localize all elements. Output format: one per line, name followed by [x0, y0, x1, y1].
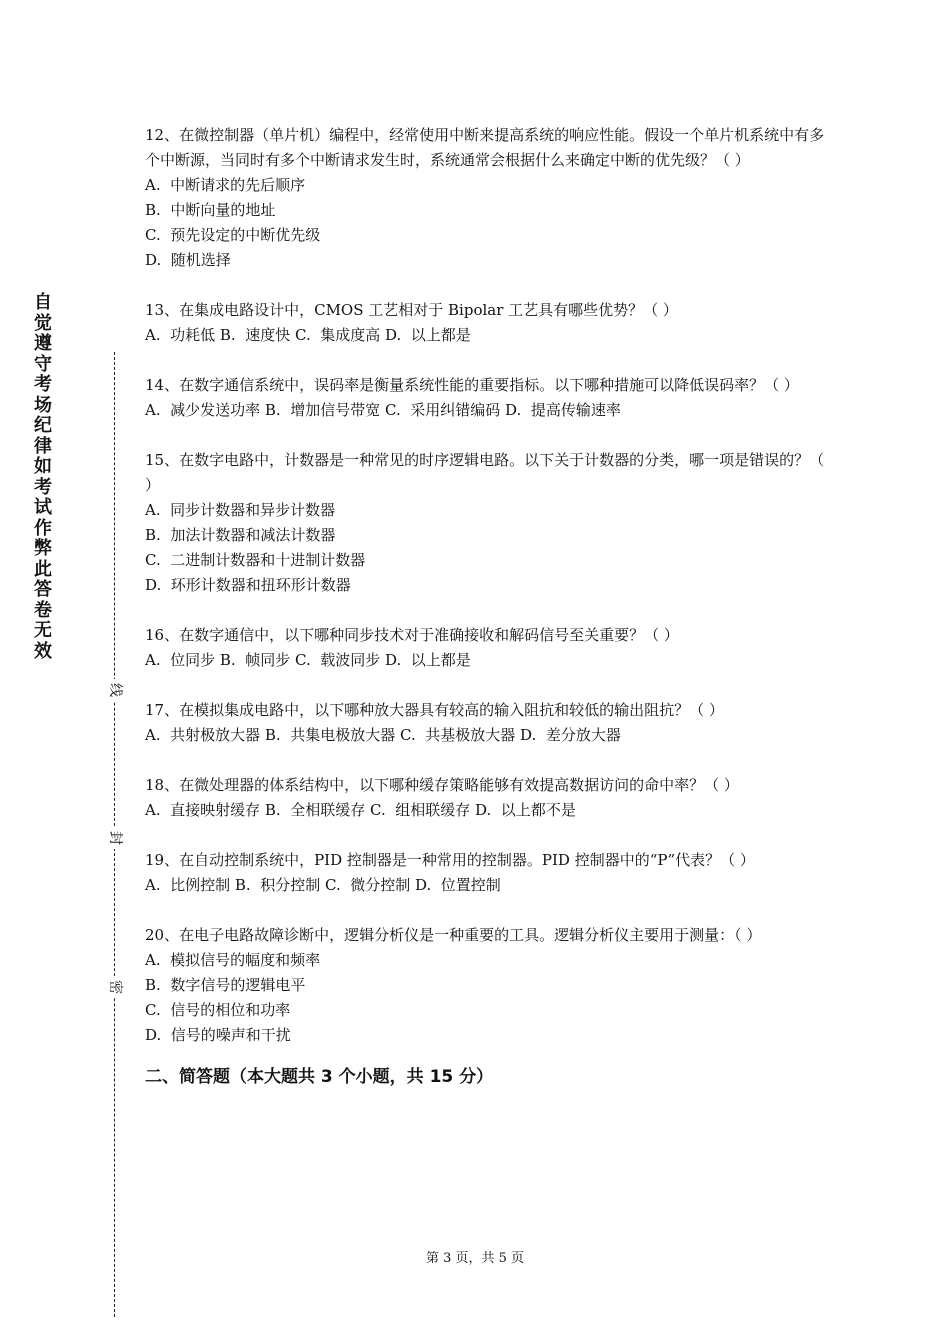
options-line: A. 共射极放大器 B. 共集电极放大器 C. 共基极放大器 D. 差分放大器 [145, 726, 621, 744]
options-line: A. 减少发送功率 B. 增加信号带宽 C. 采用纠错编码 D. 提高传输速率 [145, 401, 621, 419]
question-stem: 15、在数字电路中，计数器是一种常见的时序逻辑电路。以下关于计数器的分类，哪一项是错误的？（ ） [145, 451, 825, 494]
options-line: A. 功耗低 B. 速度快 C. 集成度高 D. 以上都是 [145, 326, 471, 344]
question-stem: 20、在电子电路故障诊断中，逻辑分析仪是一种重要的工具。逻辑分析仪主要用于测量：（ ） [145, 926, 762, 944]
side-warning: 自觉遵守考场纪律如考试作弊此答卷无效 [34, 292, 52, 662]
option-d: D. 环形计数器和扭环形计数器 [145, 576, 351, 594]
question-stem: 18、在微处理器的体系结构中，以下哪种缓存策略能够有效提高数据访问的命中率？（ ） [145, 776, 739, 794]
option-b: B. 数字信号的逻辑电平 [145, 976, 306, 994]
question-12 [145, 123, 825, 273]
question-18 [145, 773, 825, 823]
question-17 [145, 698, 825, 748]
question-list [145, 123, 825, 1091]
option-b: B. 中断向量的地址 [145, 201, 276, 219]
option-a: A. 模拟信号的幅度和频率 [145, 951, 321, 969]
option-d: D. 随机选择 [145, 251, 231, 269]
question-stem: 19、在自动控制系统中，PID 控制器是一种常用的控制器。PID 控制器中的“P”代表？（ ） [145, 851, 755, 869]
question-14 [145, 373, 825, 423]
question-20 [145, 923, 825, 1048]
question-16 [145, 623, 825, 673]
question-stem: 13、在集成电路设计中，CMOS 工艺相对于 Bipolar 工艺具有哪些优势？（ ） [145, 301, 678, 319]
options-line: A. 直接映射缓存 B. 全相联缓存 C. 组相联缓存 D. 以上都不是 [145, 801, 576, 819]
section-heading: 二、简答题（本大题共 3 个小题，共 15 分） [145, 1067, 494, 1087]
question-stem: 14、在数字通信系统中，误码率是衡量系统性能的重要指标。以下哪种措施可以降低误码率？（ ） [145, 376, 799, 394]
question-stem: 17、在模拟集成电路中，以下哪种放大器具有较高的输入阻抗和较低的输出阻抗？（ ） [145, 701, 724, 719]
option-c: C. 信号的相位和功率 [145, 1001, 291, 1019]
binding-label-secret: 密 [104, 976, 126, 998]
option-b: B. 加法计数器和减法计数器 [145, 526, 336, 544]
question-15 [145, 448, 825, 598]
option-a: A. 同步计数器和异步计数器 [145, 501, 336, 519]
options-line: A. 比例控制 B. 积分控制 C. 微分控制 D. 位置控制 [145, 876, 501, 894]
binding-label-seal: 封 [104, 827, 126, 849]
question-13 [145, 298, 825, 348]
question-stem: 16、在数字通信中，以下哪种同步技术对于准确接收和解码信号至关重要？（ ） [145, 626, 679, 644]
option-a: A. 中断请求的先后顺序 [145, 176, 306, 194]
page-footer: 第 3 页，共 5 页 [425, 1251, 525, 1266]
question-stem: 12、在微控制器（单片机）编程中，经常使用中断来提高系统的响应性能。假设一个单片机系统中有多个中断源，当同时有多个中断请求发生时，系统通常会根据什么来确定中断的优先级？（ ） [145, 126, 825, 169]
binding-label-line: 线 [104, 679, 126, 701]
option-c: C. 预先设定的中断优先级 [145, 226, 321, 244]
option-c: C. 二进制计数器和十进制计数器 [145, 551, 366, 569]
option-d: D. 信号的噪声和干扰 [145, 1026, 291, 1044]
question-19 [145, 848, 825, 898]
options-line: A. 位同步 B. 帧同步 C. 载波同步 D. 以上都是 [145, 651, 471, 669]
